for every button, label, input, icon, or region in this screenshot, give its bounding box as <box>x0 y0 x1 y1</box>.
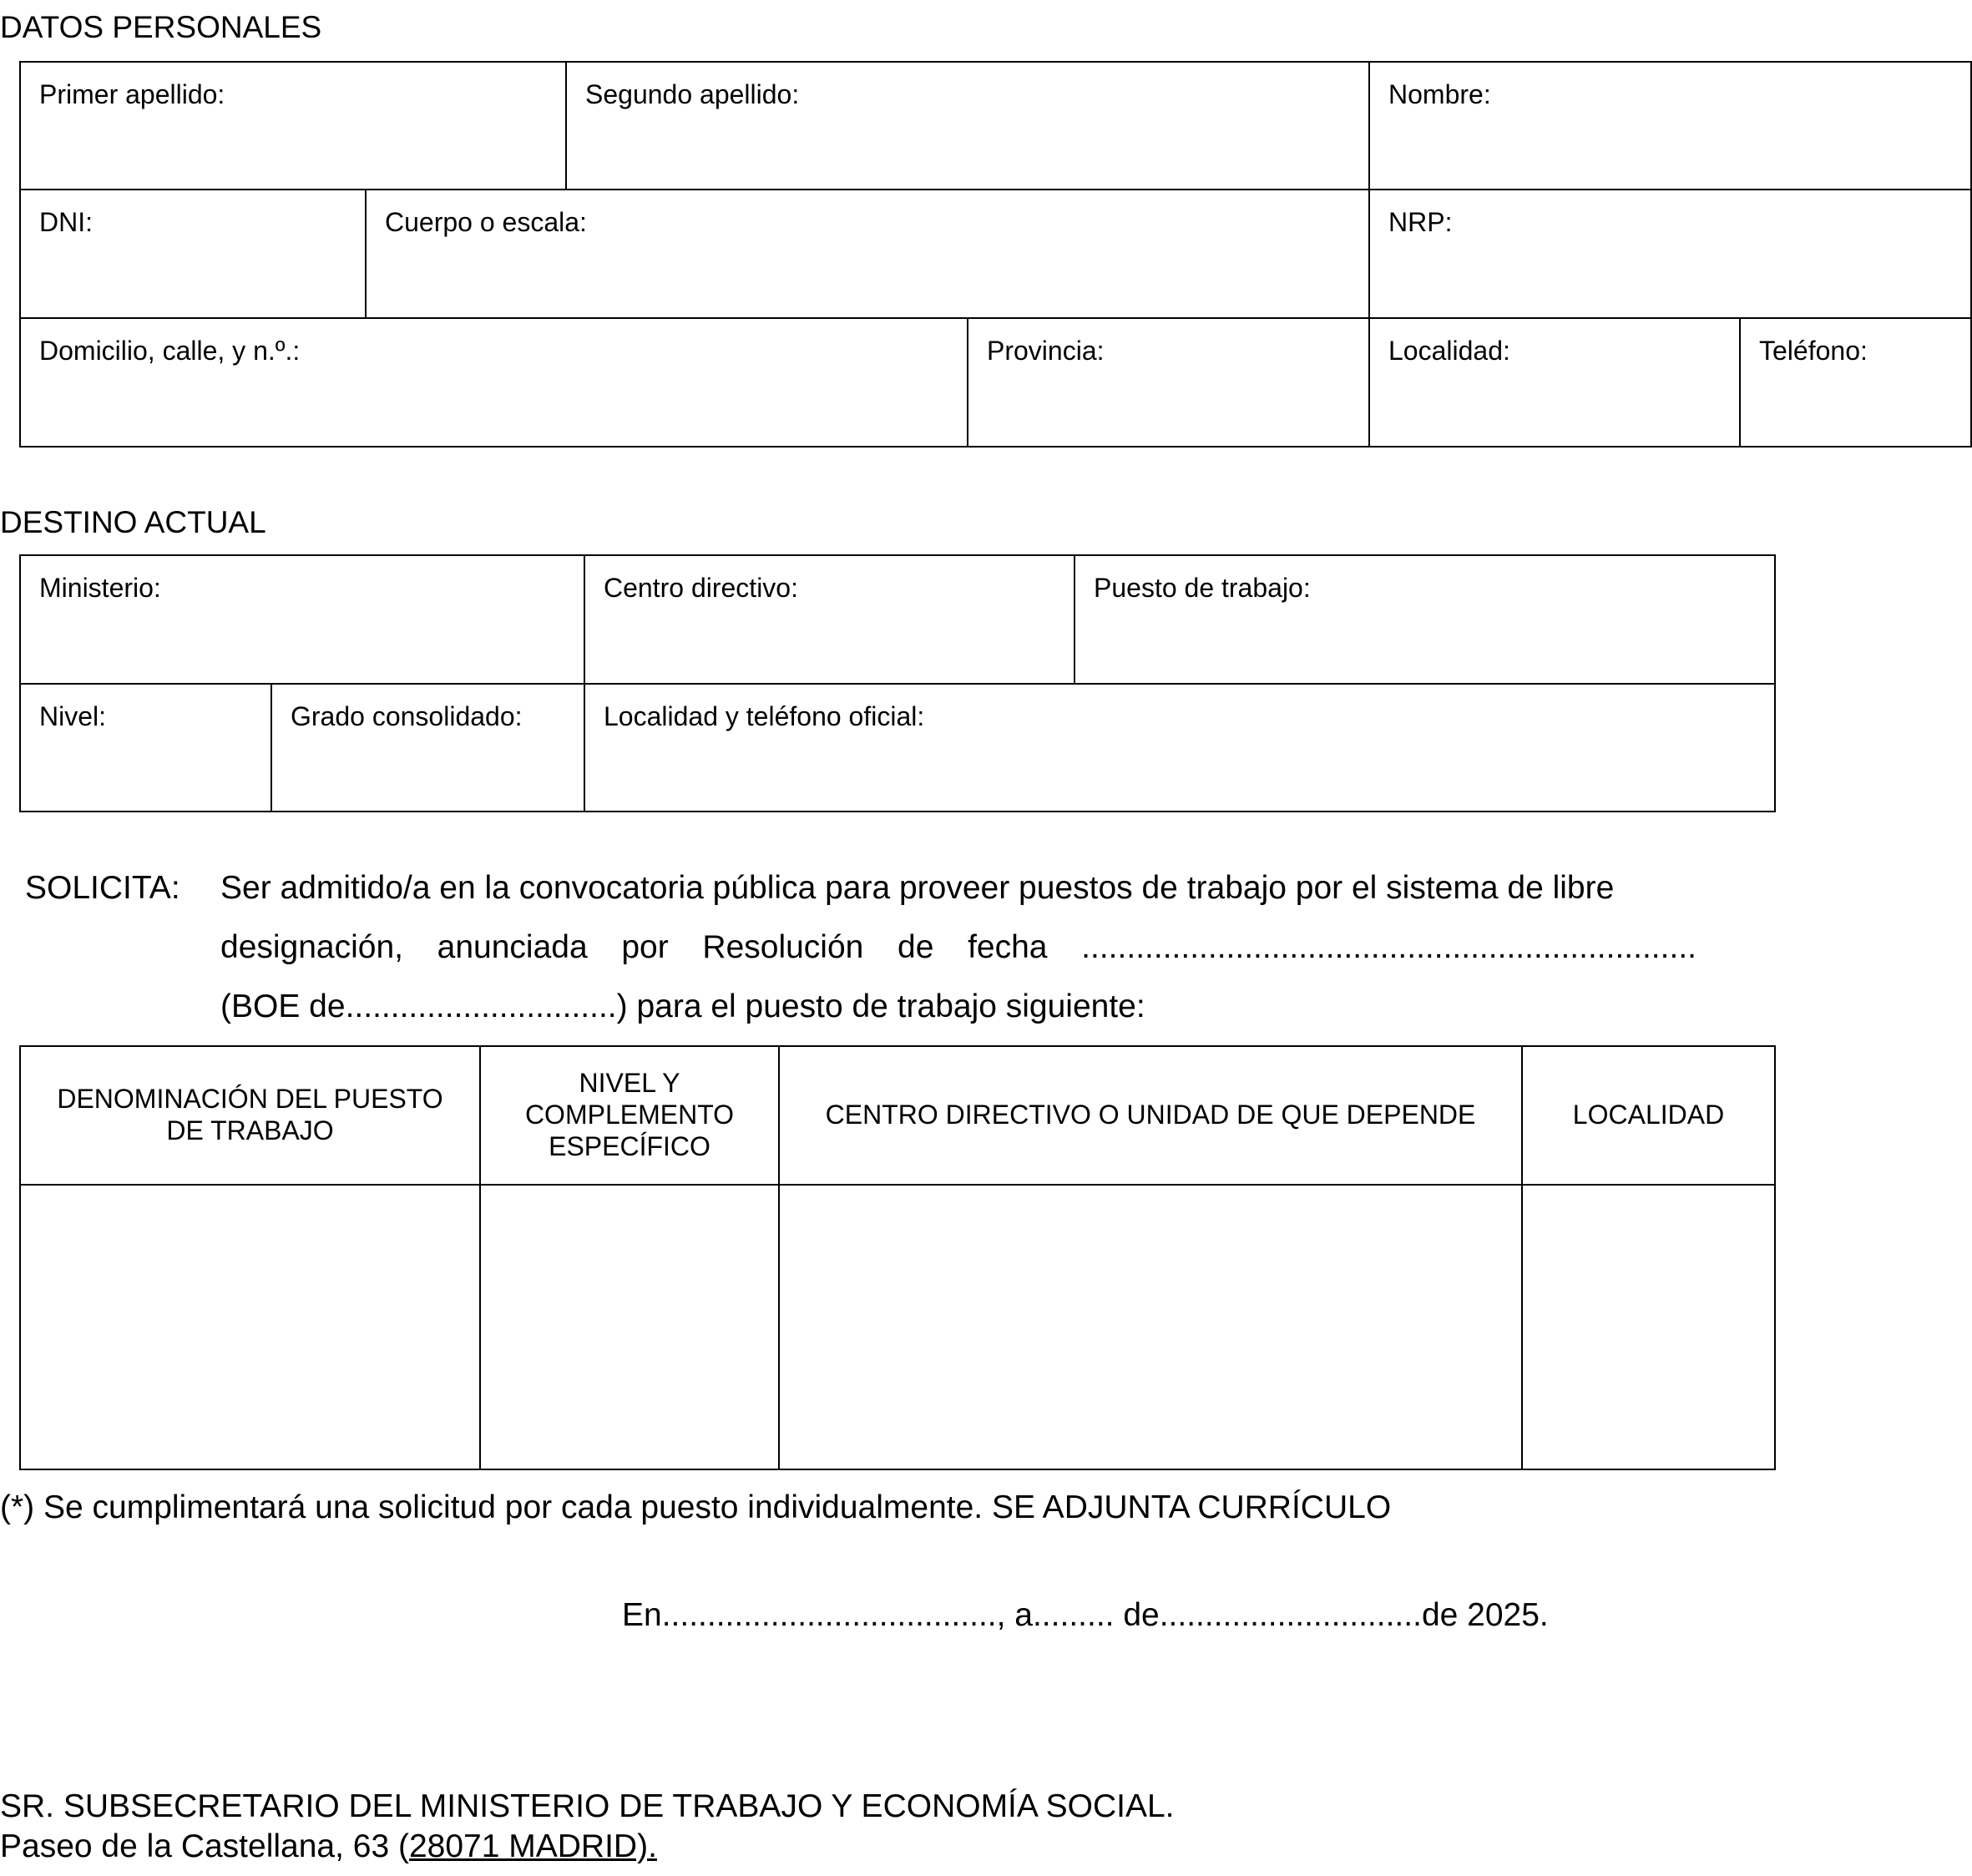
primer-apellido-label: Primer apellido: <box>39 79 225 109</box>
note-text: (*) Se cumplimentará una solicitud por cada puesto individualmente. SE ADJUNTA CURRÍCULO <box>0 1489 1392 1525</box>
dni-label: DNI: <box>39 207 93 237</box>
section-title-destino-actual: DESTINO ACTUAL <box>0 505 266 539</box>
segundo-apellido-field[interactable] <box>566 62 1369 190</box>
footer-address <box>0 1787 1174 1866</box>
header-nivel-complemento-text: NIVEL Y COMPLEMENTO ESPECÍFICO <box>524 1068 735 1161</box>
primer-apellido-field[interactable] <box>20 62 566 190</box>
nrp-label: NRP: <box>1388 207 1453 237</box>
solicita-line-2: designación, anunciada por Resolución de fecha .................................................................... <box>220 929 1696 965</box>
ministerio-field[interactable] <box>20 555 584 684</box>
puesto-trabajo-field[interactable] <box>1074 555 1775 684</box>
grado-consolidado-label: Grado consolidado: <box>291 701 523 731</box>
footer-postal-code: 28071 MADRID). <box>408 1828 657 1864</box>
localidad-telefono-label: Localidad y teléfono oficial: <box>604 701 925 731</box>
domicilio-label: Domicilio, calle, y n.º.: <box>39 336 301 366</box>
cuerpo-escala-field[interactable] <box>366 190 1369 318</box>
header-localidad-text: LOCALIDAD <box>1572 1100 1725 1130</box>
input-centro-directivo[interactable] <box>779 1185 1522 1469</box>
input-localidad[interactable] <box>1522 1185 1775 1469</box>
puestos-table <box>19 1045 1776 1470</box>
header-denominacion <box>20 1046 480 1185</box>
provincia-label: Provincia: <box>987 336 1105 366</box>
provincia-field[interactable] <box>968 318 1369 447</box>
telefono-field[interactable] <box>1740 318 1971 447</box>
header-centro-directivo-text: CENTRO DIRECTIVO O UNIDAD DE QUE DEPENDE <box>825 1100 1476 1130</box>
nivel-field[interactable] <box>20 684 271 812</box>
segundo-apellido-label: Segundo apellido: <box>585 79 800 109</box>
section-title-datos-personales: DATOS PERSONALES <box>0 10 322 44</box>
footer-line-2-prefix: Paseo de la Castellana, 63 ( <box>0 1828 409 1864</box>
puesto-trabajo-label: Puesto de trabajo: <box>1094 573 1311 603</box>
header-nivel-complemento <box>480 1046 779 1185</box>
nrp-field[interactable] <box>1369 190 1971 318</box>
footer-line-1: SR. SUBSECRETARIO DEL MINISTERIO DE TRABAJO Y ECONOMÍA SOCIAL. <box>0 1788 1175 1824</box>
grado-consolidado-field[interactable] <box>271 684 584 812</box>
nombre-label: Nombre: <box>1388 79 1491 109</box>
localidad-field[interactable] <box>1369 318 1740 447</box>
input-nivel-complemento[interactable] <box>480 1185 779 1469</box>
header-localidad <box>1522 1046 1775 1185</box>
centro-directivo-field[interactable] <box>584 555 1074 684</box>
header-denominacion-text: DENOMINACIÓN DEL PUESTO DE TRABAJO <box>57 1084 443 1145</box>
cuerpo-escala-label: Cuerpo o escala: <box>385 207 587 237</box>
nivel-label: Nivel: <box>39 701 107 731</box>
date-line: En....................................., a......... de.............................de 2025. <box>622 1597 1549 1633</box>
input-denominacion[interactable] <box>20 1185 480 1469</box>
solicita-label: SOLICITA: <box>25 870 180 906</box>
localidad-label: Localidad: <box>1388 336 1510 366</box>
header-centro-directivo <box>779 1046 1522 1185</box>
datos-personales-table <box>19 61 1972 448</box>
solicita-line-3: (BOE de..............................) para el puesto de trabajo siguiente: <box>220 989 1145 1024</box>
domicilio-field[interactable] <box>20 318 968 447</box>
ministerio-label: Ministerio: <box>39 573 161 603</box>
footer-line-2 <box>0 1827 1174 1867</box>
localidad-telefono-field[interactable] <box>584 684 1775 812</box>
dni-field[interactable] <box>20 190 366 318</box>
destino-actual-table <box>19 554 1776 812</box>
centro-directivo-label: Centro directivo: <box>604 573 798 603</box>
solicita-line-1: Ser admitido/a en la convocatoria pública para proveer puestos de trabajo por el sistema de libre <box>220 870 1615 906</box>
nombre-field[interactable] <box>1369 62 1971 190</box>
telefono-label: Teléfono: <box>1759 336 1868 366</box>
